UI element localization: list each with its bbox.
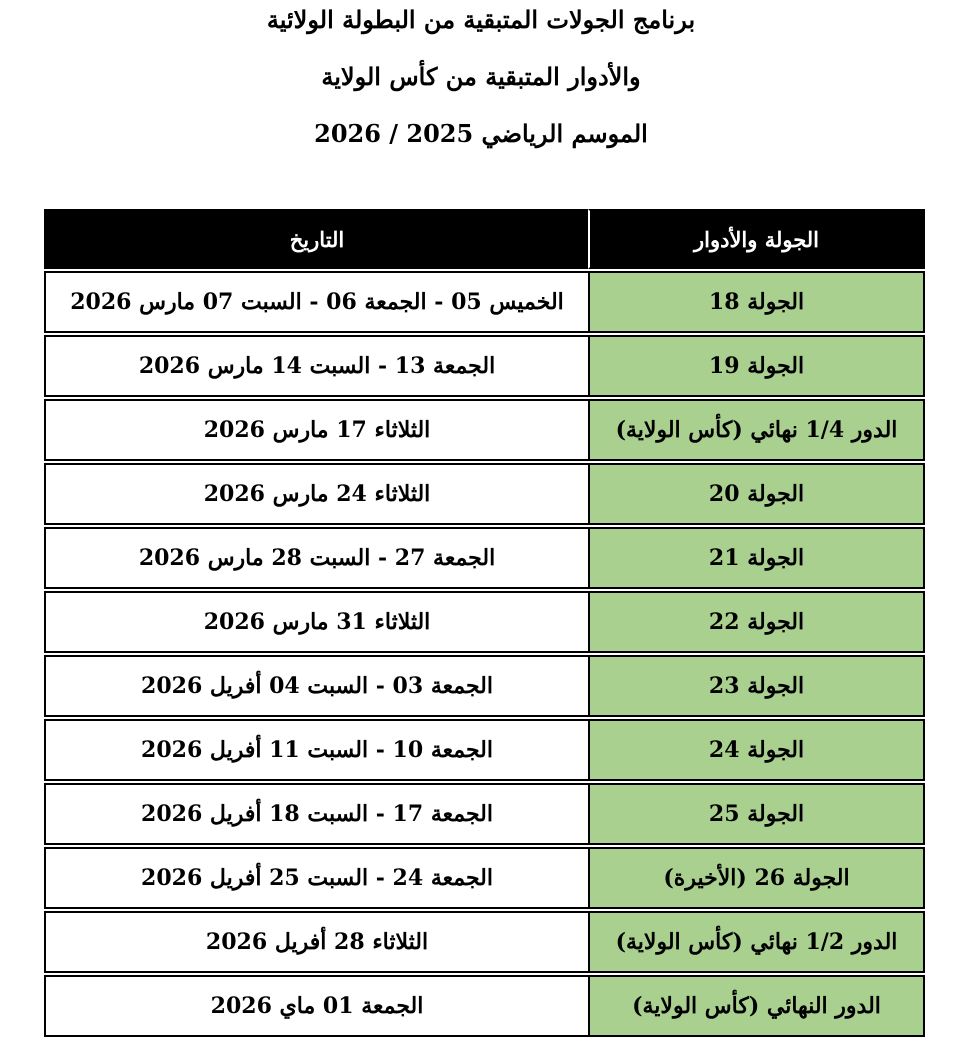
title-line-1: برنامج الجولات المتبقية من البطولة الولائية xyxy=(266,5,696,34)
table-row xyxy=(44,911,925,973)
table-row xyxy=(44,783,925,845)
table-body xyxy=(44,269,925,1037)
date-cell: الخميس 05 - الجمعة 06 - السبت 07 مارس 2026 xyxy=(44,271,588,333)
date-cell: الجمعة 13 - السبت 14 مارس 2026 xyxy=(44,335,588,397)
title-line-2: والأدوار المتبقية من كأس الولاية xyxy=(321,62,641,91)
table-row xyxy=(44,271,925,333)
header-date: التاريخ xyxy=(44,209,588,269)
round-cell: الجولة 24 xyxy=(588,719,925,781)
round-cell: الجولة 26 (الأخيرة) xyxy=(588,847,925,909)
date-cell: الجمعة 24 - السبت 25 أفريل 2026 xyxy=(44,847,588,909)
round-cell: الدور 1/4 نهائي (كأس الولاية) xyxy=(588,399,925,461)
date-cell: الثلاثاء 17 مارس 2026 xyxy=(44,399,588,461)
date-cell: الجمعة 03 - السبت 04 أفريل 2026 xyxy=(44,655,588,717)
date-cell: الثلاثاء 28 أفريل 2026 xyxy=(44,911,588,973)
season-title: الموسم الرياضي 2025 / 2026 xyxy=(314,119,648,148)
round-cell: الجولة 19 xyxy=(588,335,925,397)
table-header-row xyxy=(44,209,925,269)
round-cell: الجولة 23 xyxy=(588,655,925,717)
header-round: الجولة والأدوار xyxy=(588,209,925,269)
table-row xyxy=(44,655,925,717)
table-row xyxy=(44,335,925,397)
table-row xyxy=(44,975,925,1037)
table-row xyxy=(44,527,925,589)
date-cell: الثلاثاء 31 مارس 2026 xyxy=(44,591,588,653)
round-cell: الدور 1/2 نهائي (كأس الولاية) xyxy=(588,911,925,973)
date-cell: الجمعة 17 - السبت 18 أفريل 2026 xyxy=(44,783,588,845)
date-cell: الجمعة 01 ماي 2026 xyxy=(44,975,588,1037)
table-row xyxy=(44,847,925,909)
round-cell: الجولة 25 xyxy=(588,783,925,845)
round-cell: الجولة 20 xyxy=(588,463,925,525)
table-row xyxy=(44,719,925,781)
date-cell: الجمعة 10 - السبت 11 أفريل 2026 xyxy=(44,719,588,781)
table-row xyxy=(44,399,925,461)
schedule-table xyxy=(44,209,925,1037)
table-row xyxy=(44,591,925,653)
round-cell: الجولة 18 xyxy=(588,271,925,333)
date-cell: الجمعة 27 - السبت 28 مارس 2026 xyxy=(44,527,588,589)
round-cell: الجولة 21 xyxy=(588,527,925,589)
table-row xyxy=(44,463,925,525)
round-cell: الجولة 22 xyxy=(588,591,925,653)
round-cell: الدور النهائي (كأس الولاية) xyxy=(588,975,925,1037)
date-cell: الثلاثاء 24 مارس 2026 xyxy=(44,463,588,525)
